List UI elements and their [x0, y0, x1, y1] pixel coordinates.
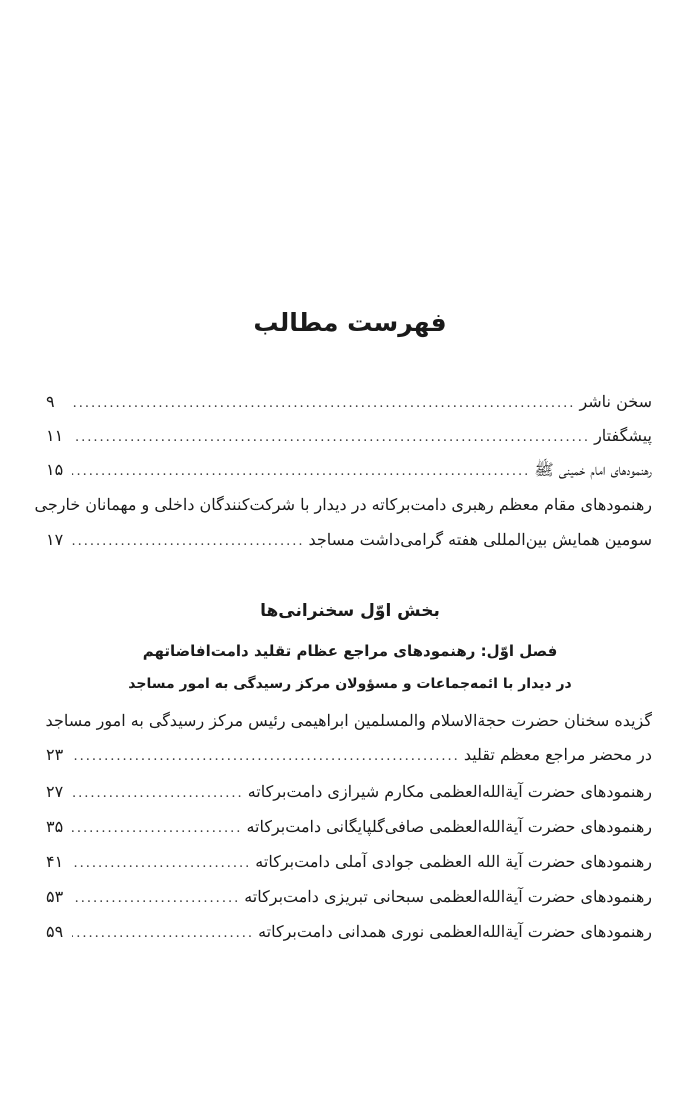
toc-entry-label: رهنمودهای حضرت آیةالله‌العظمی صافی‌گلپایگانی دامت‌برکاته [246, 817, 652, 836]
dot-leader [72, 786, 244, 801]
toc-entry-label: رهنمودهای حضرت آیةالله‌العظمی مکارم شیرازی دامت‌برکاته [247, 782, 652, 801]
toc-entry-label: رهنمودهای امام خمینی ﷺ [534, 460, 652, 479]
dot-leader [72, 396, 575, 411]
toc-entry-page: ۲۳ [46, 745, 64, 764]
toc-entry-page: ۱۵ [46, 460, 64, 479]
dot-leader [72, 891, 240, 906]
toc-entry-page: ۱۱ [46, 426, 64, 445]
toc-entry-label: پیشگفتار [594, 426, 652, 445]
dot-leader [72, 821, 242, 836]
toc-entry-label: رهنمودهای حضرت آیةالله‌العظمی نوری همدانی دامت‌برکاته [258, 922, 652, 941]
toc-entry [46, 530, 652, 558]
toc-entry-label: در محضر مراجع معظم تقلید [463, 745, 652, 764]
toc-entry-page: ۲۷ [46, 782, 64, 801]
toc-entry-page: ۵۳ [46, 887, 64, 906]
toc-entry-label: سخن ناشر [579, 392, 652, 411]
toc-entry-page: ۳۵ [46, 817, 64, 836]
dot-leader [72, 926, 254, 941]
toc-entry [46, 817, 652, 845]
toc-entry [46, 745, 652, 773]
toc-entry-page: ۴۱ [46, 852, 64, 871]
toc-entry [46, 922, 652, 950]
dot-leader [72, 749, 460, 764]
toc-entry-label: رهنمودهای حضرت آیة الله العظمی جوادی آملی دامت‌برکاته [255, 852, 652, 871]
page-title: فهرست مطالب [253, 308, 447, 337]
toc-entry [46, 782, 652, 810]
toc-entry [46, 460, 652, 488]
part-heading: بخش اوّل سخنرانی‌ها [260, 601, 440, 621]
dot-leader [72, 430, 590, 445]
toc-entry-line: رهنمودهای مقام معظم رهبری دامت‌برکاته در دیدار با شرکت‌کنندگان داخلی و مهمانان خارجی [34, 495, 652, 514]
dot-leader [72, 464, 530, 479]
chapter-heading: فصل اوّل: رهنمودهای مراجع عظام تقلید دامت‌افاضاتهم [142, 642, 558, 660]
toc-entry-label: سومین همایش بین‌المللی هفته گرامی‌داشت مساجد [308, 530, 652, 549]
toc-entry-page: ۱۷ [46, 530, 64, 549]
toc-entry-line: گزیده سخنان حضرت حجةالاسلام والمسلمین ابراهیمی رئیس مرکز رسیدگی به امور مساجد [45, 711, 652, 730]
toc-entry-page: ۹ [46, 392, 55, 411]
toc-entry-label: رهنمودهای حضرت آیةالله‌العظمی سبحانی تبریزی دامت‌برکاته [244, 887, 652, 906]
toc-entry [46, 392, 652, 420]
toc-entry [46, 887, 652, 915]
sub-heading: در دیدار با ائمه‌جماعات و مسؤولان مرکز رسیدگی به امور مساجد [128, 676, 572, 692]
toc-entry [46, 426, 652, 454]
toc-entry-page: ۵۹ [46, 922, 64, 941]
dot-leader [72, 856, 251, 871]
toc-entry [46, 852, 652, 880]
dot-leader [72, 534, 305, 549]
